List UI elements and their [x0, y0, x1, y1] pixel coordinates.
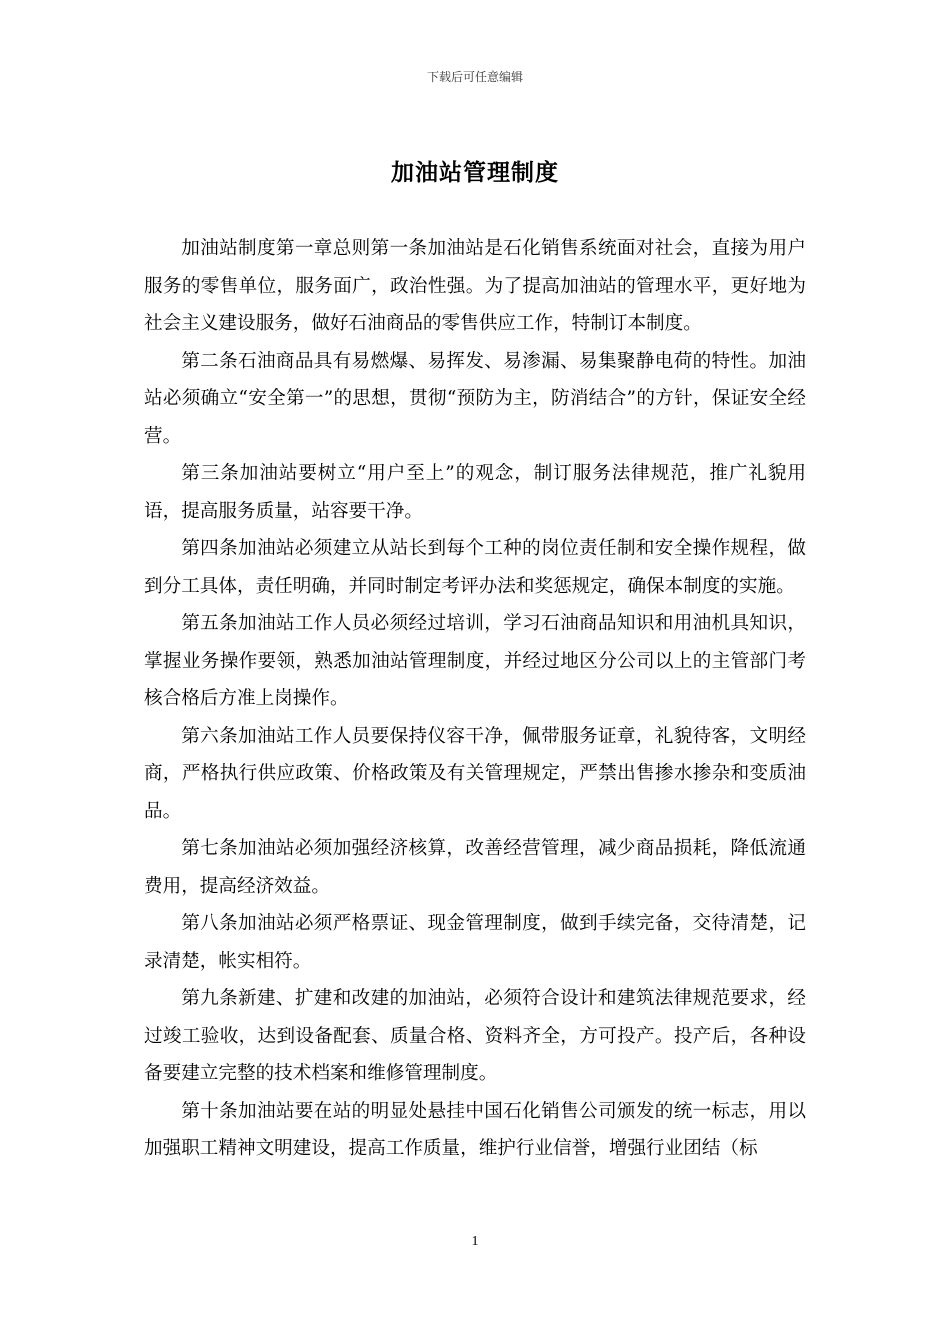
document-title: 加油站管理制度: [391, 160, 559, 186]
paragraph: 第四条加油站必须建立从站长到每个工种的岗位责任制和安全操作规程，做到分工具体，责任明确，并同时制定考评办法和奖惩规定，确保本制度的实施。: [144, 538, 806, 597]
paragraph: 第七条加油站必须加强经济核算，改善经营管理，减少商品损耗，降低流通费用，提高经济效益。: [144, 838, 806, 897]
paragraph: 第九条新建、扩建和改建的加油站，必须符合设计和建筑法律规范要求，经过竣工验收，达到设备配套、质量合格、资料齐全，方可投产。投产后，各种设备要建立完整的技术档案和维修管理制度。: [144, 988, 806, 1084]
paragraph: 加油站制度第一章总则第一条加油站是石化销售系统面对社会，直接为用户服务的零售单位，服务面广，政治性强。为了提高加油站的管理水平，更好地为社会主义建设服务，做好石油商品的零售供应工作，特制订本制度。: [144, 238, 806, 334]
paragraph: 第十条加油站要在站的明显处悬挂中国石化销售公司颁发的统一标志，用以加强职工精神文明建设，提高工作质量，维护行业信誉，增强行业团结（标: [144, 1100, 806, 1159]
paragraph: 第五条加油站工作人员必须经过培训，学习石油商品知识和用油机具知识，掌握业务操作要领，熟悉加油站管理制度，并经过地区分公司以上的主管部门考核合格后方准上岗操作。: [144, 613, 806, 709]
header-note: 下载后可任意编辑: [426, 70, 523, 84]
paragraph: 第三条加油站要树立“用户至上”的观念，制订服务法律规范，推广礼貌用语，提高服务质量，站容要干净。: [144, 463, 806, 522]
paragraph: 第六条加油站工作人员要保持仪容干净，佩带服务证章，礼貌待客，文明经商，严格执行供应政策、价格政策及有关管理规定，严禁出售掺水掺杂和变质油品。: [144, 725, 806, 822]
paragraph: 第二条石油商品具有易燃爆、易挥发、易渗漏、易集聚静电荷的特性。加油站必须确立“安全第一”的思想，贯彻“预防为主，防消结合”的方针，保证安全经营。: [144, 350, 806, 447]
page-number: 1: [471, 1234, 479, 1249]
paragraph: 第八条加油站必须严格票证、现金管理制度，做到手续完备，交待清楚，记录清楚，帐实相符。: [144, 913, 806, 972]
document-body: [144, 230, 806, 1168]
